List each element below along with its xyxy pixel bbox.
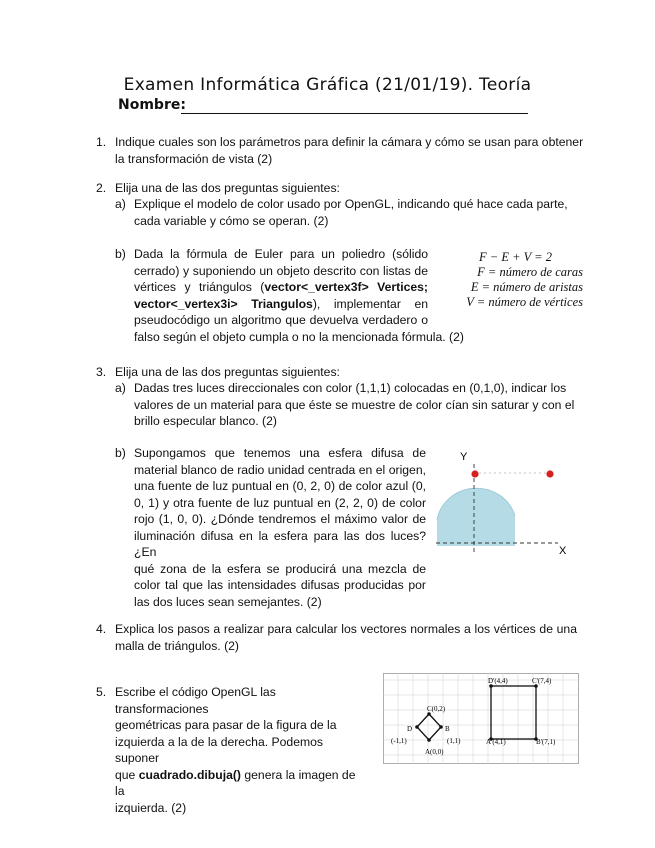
question-3a — [134, 380, 584, 430]
q5-line5: izquierda. (2) — [115, 800, 187, 815]
q2-number: 2. — [96, 181, 107, 195]
q3b-line: una fuente de luz puntual en (0, 2, 0) de color azul (0, — [134, 479, 426, 493]
q5-line4 — [115, 767, 365, 800]
question-2b — [134, 246, 464, 345]
vertices-decl: vector<_vertex3f> Vertices; — [264, 280, 428, 294]
q5-line4-text: que — [115, 767, 139, 782]
q3a-line2: valores de un material para que éste se muestre de color cían sin saturar y con el — [134, 397, 575, 412]
q2b-label: b) — [115, 247, 126, 261]
q2b-line1: Dada la fórmula de Euler para un poliedro (sólido — [134, 247, 428, 261]
q3b-line: qué zona de la esfera se producirá una mezcla de — [134, 561, 426, 576]
q2a-line2: cada variable y cómo se operan. (2) — [134, 213, 329, 228]
q3a-line3: brillo especular blanco. (2) — [134, 414, 277, 428]
q3a-line1: Dadas tres luces direccionales con color (1,1,1) colocadas en (0,1,0), indicar los — [134, 381, 567, 395]
q5-line4-rest: genera la imagen de la — [115, 767, 356, 798]
q2b-line4 — [134, 296, 428, 313]
q3-intro: Elija una de las dos preguntas siguientes: — [115, 365, 340, 379]
q3b-line: las dos luces sean semejantes. (2) — [134, 594, 322, 609]
light-red-source-marker — [546, 470, 553, 477]
q2b-line2: cerrado) y suponiendo un objeto descrito con listas de — [134, 263, 428, 278]
q5-line2: geométricas para pasar de la figura de la — [115, 718, 337, 732]
q2b-line6: falso según el objeto cumpla o no la mencionada fórmula. (2) — [134, 329, 464, 344]
draw-call: cuadrado.dibuja() — [138, 767, 241, 782]
question-1 — [115, 134, 585, 167]
name-underline — [181, 113, 528, 114]
q5-number: 5. — [96, 685, 107, 699]
q2a-line1: Explique el modelo de color usado por OpenGL, indicando qué hace cada parte, — [134, 197, 568, 211]
light-blue-source-marker — [471, 470, 478, 477]
exam-title: Examen Informática Gráfica (21/01/19). Teoría — [123, 75, 532, 95]
label-d-prime: D'(4,4) — [488, 677, 508, 685]
q3b-line: 0, 1) y otra fuente de luz puntual en (2, 2, 0) de color — [134, 495, 426, 510]
question-2a — [134, 196, 584, 229]
q5-line1: Escribe el código OpenGL las transformaciones — [115, 685, 276, 716]
label-c-prime: C'(7,4) — [532, 677, 552, 685]
euler-formula — [438, 250, 583, 310]
question-3b — [134, 445, 426, 610]
label-a: A(0,0) — [425, 748, 444, 756]
q1-line1: Indique cuales son los parámetros para definir la cámara y cómo se usan para obtener — [115, 135, 584, 149]
transform-figure — [383, 673, 579, 764]
q3b-line: rojo (1, 0, 0). ¿Dónde tendremos el máximo valor de — [134, 512, 426, 526]
q1-line2: la transformación de vista (2) — [115, 151, 273, 166]
x-axis-label: X — [559, 545, 567, 557]
q2b-line3-text: vértices y triángulos ( — [134, 280, 265, 294]
y-axis-label: Y — [460, 451, 468, 463]
q2a-label: a) — [115, 197, 126, 211]
label-a-prime: A'(4,1) — [486, 738, 506, 746]
name-label: Nombre: — [118, 97, 186, 113]
q3b-label: b) — [115, 446, 126, 460]
q3b-line: color tal que las intensidades difusas producidas por — [134, 578, 426, 592]
question-5 — [115, 684, 365, 816]
q4-line1: Explica los pasos a realizar para calcular los vectores normales a los vértices de una — [115, 622, 577, 636]
edges-definition: E = número de aristas — [470, 280, 583, 294]
label-b-coords: (1,1) — [447, 737, 461, 745]
label-d-coords: (-1,1) — [391, 737, 407, 745]
q2b-line5: pseudocódigo un algoritmo que devuelva verdadero o — [134, 313, 428, 327]
q3b-line: iluminación difusa en la esfera para las dos luces? ¿En — [134, 528, 426, 559]
euler-equation: F − E + V = 2 — [479, 250, 552, 264]
label-c: C(0,2) — [427, 705, 446, 713]
vertex-d — [415, 725, 419, 729]
q3b-line: Supongamos que tenemos una esfera difusa de — [134, 446, 426, 460]
label-b-prime: B'(7,1) — [536, 738, 556, 746]
q3-number: 3. — [96, 365, 107, 379]
label-d: D — [407, 725, 413, 733]
name-field — [118, 97, 186, 113]
q1-number: 1. — [96, 135, 107, 149]
q4-line2: malla de triángulos. (2) — [115, 638, 239, 653]
vertices-definition: V = número de vértices — [466, 295, 583, 309]
q2b-line3 — [134, 279, 428, 296]
vertex-a — [427, 738, 431, 742]
q3b-line: material blanco de radio unidad centrada en el origen, — [134, 462, 426, 477]
q3a-label: a) — [115, 381, 126, 395]
q4-number: 4. — [96, 622, 107, 636]
q2-intro: Elija una de las dos preguntas siguientes: — [115, 181, 340, 195]
q5-line3: izquierda a la de la derecha. Podemos suponer — [115, 734, 323, 765]
vertex-b — [439, 725, 443, 729]
sphere-lights-figure — [436, 448, 586, 558]
sphere-half — [437, 488, 515, 546]
label-b: B — [445, 725, 450, 733]
q2b-line4-text: ), implementar en — [312, 296, 428, 311]
faces-definition: F = número de caras — [477, 265, 583, 279]
triangles-decl: vector<_vertex3i> Triangulos — [134, 296, 313, 311]
question-4 — [115, 621, 577, 654]
